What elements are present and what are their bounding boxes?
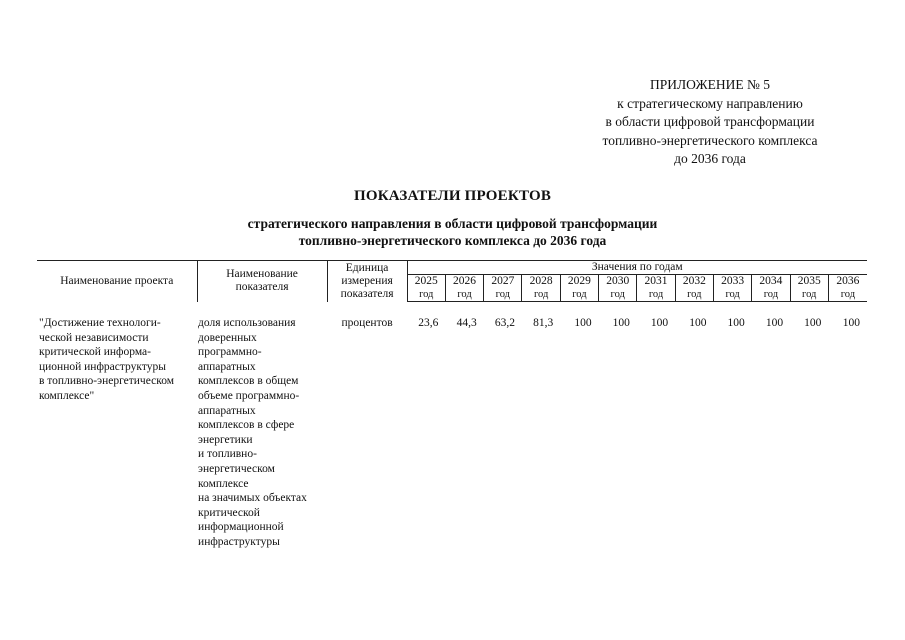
value-cell: 44,3: [456, 317, 477, 329]
value-cell: 100: [765, 317, 784, 329]
year-header: [637, 275, 675, 302]
value-cell: 100: [689, 317, 707, 329]
year-suffix: год: [419, 289, 434, 300]
value-cell: 100: [612, 317, 630, 329]
unit-cell: процентов: [341, 317, 393, 329]
year-label: 2035: [797, 275, 821, 287]
year-label: 2036: [836, 275, 860, 287]
year-suffix: год: [610, 289, 625, 300]
header-indicator: [197, 261, 327, 302]
table-spacer-row: [37, 302, 867, 317]
year-header: [675, 275, 713, 302]
year-header: [828, 275, 867, 302]
project-name-cell: "Достижение технологи- ческой независимости критической информа- ционной инфраструктуры в топливно-энергетическом комплексе": [39, 317, 175, 402]
year-label: 2030: [606, 275, 630, 287]
year-suffix: год: [725, 289, 740, 300]
value-cell: 100: [727, 317, 745, 329]
header-values-group: Значения по годам: [407, 261, 867, 275]
year-header: [522, 275, 560, 302]
year-suffix: год: [687, 289, 702, 300]
value-cell: 63,2: [494, 317, 515, 329]
year-suffix: год: [763, 289, 779, 300]
year-suffix: год: [533, 289, 549, 300]
year-header: [407, 275, 445, 302]
indicator-name-cell: доля использования доверенных программно- аппаратных комплексов в общем объеме программно- аппаратных комплексов в сфере энергетики и топливно- энергетическом комплексе на значимых объектах критической информационной инфраструктуры: [198, 317, 307, 548]
year-label: 2034: [759, 275, 783, 287]
year-label: 2025: [414, 275, 438, 287]
document-title: ПОКАЗАТЕЛИ ПРОЕКТОВ: [353, 188, 552, 204]
year-header: [752, 275, 790, 302]
appendix-line: в области цифровой трансформации: [605, 114, 815, 129]
value-cell: 81,3: [533, 317, 554, 329]
year-label: 2027: [491, 275, 515, 287]
year-suffix: год: [840, 289, 856, 300]
subtitle-line: стратегического направления в области цифровой трансформации: [247, 216, 658, 231]
appendix-line: ПРИЛОЖЕНИЕ № 5: [649, 77, 771, 92]
year-header: [560, 275, 598, 302]
header-unit-line: показателя: [340, 287, 394, 300]
appendix-block: [560, 76, 860, 169]
year-label: 2032: [682, 275, 706, 287]
spacer-cell: [37, 302, 867, 317]
value-cell: 100: [842, 317, 860, 329]
appendix-line: до 2036 года: [674, 151, 746, 166]
document-subtitle: [0, 215, 905, 249]
year-label: 2028: [529, 275, 553, 287]
appendix-line: к стратегическому направлению: [617, 95, 803, 111]
year-suffix: год: [495, 289, 510, 300]
year-label: 2029: [567, 275, 591, 287]
year-header: [484, 275, 522, 302]
header-indicator-line: Наименование: [226, 268, 298, 281]
year-suffix: год: [648, 289, 664, 300]
header-unit-line: Единица: [345, 261, 389, 274]
header-unit: [327, 261, 407, 302]
year-suffix: год: [572, 289, 587, 300]
header-unit-line: измерения: [341, 274, 393, 287]
year-header: [790, 275, 828, 302]
year-suffix: год: [457, 289, 472, 300]
value-cell: 100: [574, 317, 592, 329]
year-header: [713, 275, 751, 302]
year-label: 2031: [644, 275, 668, 287]
appendix-line: топливно-энергетического комплекса: [602, 132, 818, 148]
year-header: [599, 275, 637, 302]
table-row: [37, 316, 867, 550]
value-cell: 100: [650, 317, 669, 329]
subtitle-line: топливно-энергетического комплекса до 2036 года: [298, 233, 607, 248]
year-suffix: год: [802, 289, 817, 300]
header-indicator-line: показателя: [235, 281, 289, 294]
indicators-table: [37, 260, 867, 550]
year-label: 2026: [453, 275, 477, 287]
value-cell: 100: [804, 317, 822, 329]
year-label: 2033: [721, 275, 745, 287]
header-project: Наименование проекта: [37, 261, 197, 302]
value-cell: 23,6: [418, 317, 439, 329]
year-header: [445, 275, 483, 302]
